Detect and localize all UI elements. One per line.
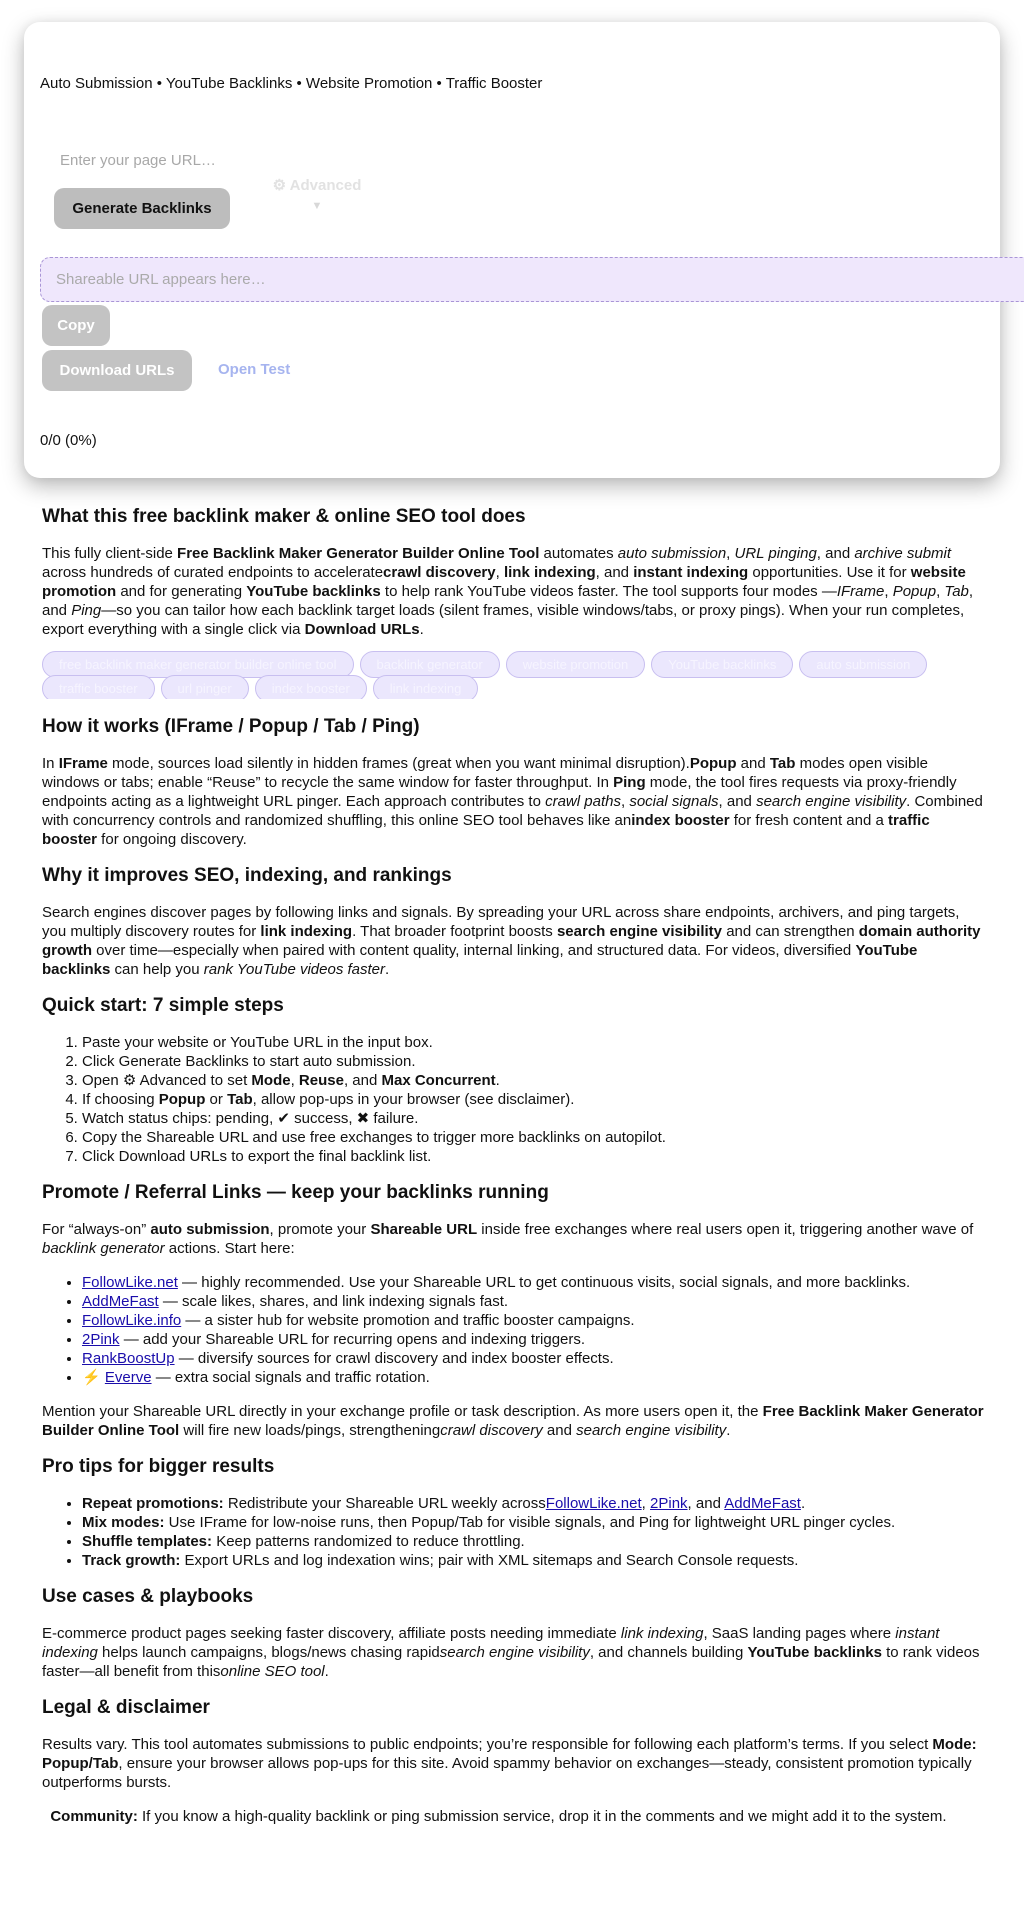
download-urls-button[interactable]: Download URLs (42, 350, 192, 391)
text: opportunities. Use it for (748, 564, 911, 581)
text: Shareable URL (370, 1221, 478, 1238)
text: , (936, 583, 945, 600)
referral-item (82, 1273, 987, 1292)
text: ⚙ Advanced (122, 1072, 211, 1089)
text: Free Backlink Maker Generator Builder Online Tool (177, 545, 540, 562)
text: . (495, 1072, 500, 1089)
text: search engine visibility (756, 793, 907, 810)
promote-outro (42, 1402, 987, 1440)
keyword-chip[interactable]: free backlink maker generator builder online tool (42, 651, 354, 678)
pro-tips-list (42, 1494, 987, 1570)
text: or (205, 1091, 228, 1108)
keyword-chip[interactable]: link indexing (373, 675, 479, 699)
page-url-input[interactable] (40, 140, 980, 180)
text: and (736, 755, 770, 772)
text: — highly recommended. Use your Shareable URL to get continuous visits, social signals, and more backlinks. (177, 1274, 911, 1291)
link-addmefast[interactable]: AddMeFast (82, 1293, 159, 1310)
text: Shareable URL (146, 1129, 253, 1146)
section-title-quick-start: Quick start: 7 simple steps (42, 995, 284, 1016)
text: rank YouTube videos faster (203, 961, 386, 978)
text: over time—especially when paired with content quality, internal linking, and structured data. For videos, diversified (92, 942, 856, 959)
text: Community: (50, 1808, 138, 1825)
text: Max Concurrent (381, 1072, 496, 1089)
text: to help rank YouTube videos faster. The tool supports four modes — (380, 583, 837, 600)
link-addmefast[interactable]: AddMeFast (724, 1495, 801, 1512)
text: URL pinging (734, 545, 817, 562)
keyword-chip[interactable]: auto submission (799, 651, 927, 678)
keyword-chip[interactable]: website promotion (506, 651, 646, 678)
text: Popup (158, 1091, 206, 1108)
tip-item (82, 1551, 987, 1570)
step-item (82, 1128, 987, 1147)
text: Click (82, 1148, 119, 1165)
keyword-chips (42, 651, 967, 699)
text: Tab (227, 1091, 253, 1108)
text: Export URLs and log indexation wins; pair with XML sitemaps and Search Console requests. (180, 1552, 799, 1569)
tool-tagline: Auto Submission • YouTube Backlinks • Website Promotion • Traffic Booster (40, 75, 543, 92)
step-item (82, 1147, 987, 1166)
referral-item (82, 1330, 987, 1349)
text: domain authority growth (42, 923, 981, 959)
text: , (290, 1072, 299, 1089)
referral-item (82, 1311, 987, 1330)
text: — a sister hub for website promotion and traffic booster campaigns. (181, 1312, 635, 1329)
text: YouTube backlinks (246, 583, 381, 600)
tip-item (82, 1532, 987, 1551)
text: Results vary. This tool automates submissions to public endpoints; you’re responsible for following each platform’s terms. If you select (42, 1736, 933, 1753)
text: Download URLs (304, 621, 420, 638)
community-note (42, 1807, 987, 1826)
text: Search engines discover pages by following links and signals. By spreading your URL across share endpoints, archivers, and ping targets, you multiply discovery routes for (42, 904, 960, 940)
text: instant indexing (633, 564, 749, 581)
text: If you know a high-quality backlink or ping submission service, drop it in the comments and we might add it to the system. (137, 1808, 947, 1825)
text: , and channels building (589, 1644, 748, 1661)
advanced-label: ⚙ Advanced (272, 177, 362, 194)
text: , (620, 793, 630, 810)
text: Ping (71, 602, 102, 619)
section-title-promote: Promote / Referral Links — keep your backlinks running (42, 1182, 549, 1203)
section-title-what: What this free backlink maker & online SEO tool does (42, 506, 526, 527)
text: and use free exchanges to trigger more backlinks on autopilot. (252, 1129, 666, 1146)
link-everve[interactable]: Everve (104, 1369, 152, 1386)
text: archive submit (854, 545, 952, 562)
text: , (884, 583, 893, 600)
text: social signals (629, 793, 719, 810)
text: Popup (892, 583, 937, 600)
text: Mode: Popup/Tab (42, 1736, 977, 1772)
text: This fully client-side (42, 545, 178, 562)
text: . That broader footprint boosts (352, 923, 557, 940)
section-what-paragraph (42, 544, 987, 639)
text: , and (595, 564, 634, 581)
text: — diversify sources for crawl discovery and index booster effects. (174, 1350, 614, 1367)
text: to set (210, 1072, 252, 1089)
text: for fresh content and a (729, 812, 889, 829)
text: Shuffle templates: (82, 1533, 213, 1550)
text: Tab (769, 755, 796, 772)
text: modes open visible windows or tabs; enable “Reuse” to recycle the same window for faster throughput. In (42, 755, 929, 791)
text: Reuse (298, 1072, 344, 1089)
advanced-toggle[interactable] (262, 176, 372, 216)
text: search engine visibility (439, 1644, 590, 1661)
text: to start auto submission. (252, 1053, 416, 1070)
text: Generate Backlinks (118, 1053, 253, 1070)
text: , and (42, 583, 974, 619)
text: , ✔ success, ✖ failure. (269, 1110, 419, 1127)
text: to export the final backlink list. (231, 1148, 432, 1165)
text: auto submission (617, 545, 727, 562)
referral-item (82, 1349, 987, 1368)
section-title-legal: Legal & disclaimer (42, 1697, 210, 1718)
text: Download URLs (118, 1148, 232, 1165)
text: Mix modes: (82, 1514, 165, 1531)
text: . (419, 621, 424, 638)
text: Mode (251, 1072, 291, 1089)
copy-button[interactable]: Copy (42, 305, 110, 346)
section-title-pro-tips: Pro tips for bigger results (42, 1456, 275, 1477)
text: and can strengthen (722, 923, 859, 940)
text: to rank videos faster—all benefit from this (42, 1644, 980, 1680)
text: actions. Start here: (164, 1240, 295, 1257)
text: instant indexing (42, 1625, 940, 1661)
text: For “always-on” (42, 1221, 151, 1238)
link-followlike-net[interactable]: FollowLike.net (545, 1495, 642, 1512)
text: IFrame (836, 583, 885, 600)
text: , (495, 564, 504, 581)
text: , promote your (269, 1221, 371, 1238)
backlink-tool-card (24, 22, 1000, 478)
text: link indexing (503, 564, 596, 581)
section-title-why: Why it improves SEO, indexing, and rankings (42, 865, 452, 886)
text: online SEO tool (220, 1663, 325, 1680)
text: mode, sources load silently in hidden frames (great when you want minimal disruption). (107, 755, 690, 772)
text: Popup (689, 755, 737, 772)
link-rankboostup[interactable]: RankBoostUp (82, 1350, 175, 1367)
step-item (82, 1090, 987, 1109)
text: Free Backlink Maker Generator Builder Online Tool (42, 1403, 984, 1439)
tip-item: • Repeat promotions: Redistribute your Shareable URL weekly acrossFollowLike.net, 2Pink, and AddMeFast. (82, 1494, 987, 1513)
text: will fire new loads/pings, strengthening (179, 1422, 441, 1439)
article-content (42, 505, 987, 1841)
text: Repeat promotions: (82, 1495, 224, 1512)
keyword-chip[interactable]: backlink generator (360, 651, 500, 678)
generate-backlinks-button[interactable]: Generate Backlinks (54, 188, 230, 229)
quick-start-steps (42, 1033, 987, 1166)
text: inside free exchanges where real users open it, triggering another wave of (477, 1221, 974, 1238)
text: IFrame (58, 755, 108, 772)
text: Ping (613, 774, 646, 791)
text: If choosing (82, 1091, 159, 1108)
progress-counter: 0/0 (0%) (40, 432, 97, 449)
text: can help you (110, 961, 204, 978)
text: Watch status chips: (82, 1110, 216, 1127)
link-followlike-info[interactable]: FollowLike.info (82, 1312, 182, 1329)
referral-links-list (42, 1273, 987, 1387)
text: Keep patterns randomized to reduce throttling. (212, 1533, 525, 1550)
text: crawl discovery (383, 564, 496, 581)
keyword-chip[interactable]: traffic booster (42, 675, 155, 699)
tip-item (82, 1513, 987, 1532)
link-2pink[interactable]: 2Pink (650, 1495, 688, 1512)
text: YouTube backlinks (42, 942, 918, 978)
promote-intro (42, 1220, 987, 1258)
section-why-paragraph (42, 903, 987, 979)
step-item (82, 1071, 987, 1090)
text: , and (718, 793, 757, 810)
text: for ongoing discovery. (97, 831, 247, 848)
chevron-down-icon: ▼ (311, 200, 323, 212)
text: . (726, 1422, 731, 1439)
text: — scale likes, shares, and link indexing signals fast. (158, 1293, 509, 1310)
text: search engine visibility (556, 923, 723, 940)
text: Copy the (82, 1129, 147, 1146)
text: . Combined with concurrency controls and randomized shuffling, this online SEO tool behaves like an (42, 793, 983, 829)
open-test-link[interactable]: Open Test (218, 361, 291, 378)
text: Track growth: (82, 1552, 181, 1569)
legal-paragraph (42, 1735, 987, 1792)
text: helps launch campaigns, blogs/news chasing rapid (97, 1644, 440, 1661)
section-title-use-cases: Use cases & playbooks (42, 1586, 254, 1607)
step-item (82, 1052, 987, 1071)
shareable-url-field[interactable]: Shareable URL appears here… (40, 257, 1024, 302)
text: Paste your website or YouTube URL in the input box. (82, 1034, 433, 1051)
text: Open (82, 1072, 123, 1089)
text: , and (343, 1072, 382, 1089)
text: —so you can tailor how each backlink target loads (silent frames, visible windows/tabs, or proxy pings). When your run completes, export everything with a single click via (42, 602, 965, 638)
text: website promotion (42, 564, 966, 600)
section-how-paragraph (42, 754, 987, 849)
step-item (82, 1109, 987, 1128)
text: crawl discovery (440, 1422, 543, 1439)
text: . (385, 961, 390, 978)
text: automates (539, 545, 618, 562)
text: , allow pop-ups in your browser (see disclaimer). (252, 1091, 575, 1108)
text: Redistribute your Shareable URL weekly across (223, 1495, 546, 1512)
text: Use IFrame for low-noise runs, then Popup/Tab for visible signals, and Ping for lightweight URL pinger cycles. (164, 1514, 896, 1531)
text: . (324, 1663, 329, 1680)
text: crawl paths (545, 793, 621, 810)
text: link indexing (260, 923, 353, 940)
text: , (726, 545, 735, 562)
link-2pink[interactable]: 2Pink (82, 1331, 120, 1348)
text: index booster (631, 812, 730, 829)
text: and for generating (116, 583, 247, 600)
text: Mention your Shareable URL directly in your exchange profile or task description. As more users open it, the (42, 1403, 763, 1420)
referral-item (82, 1368, 987, 1387)
text: Tab (944, 583, 969, 600)
use-cases-paragraph (42, 1624, 987, 1681)
text: In (42, 755, 59, 772)
text: , ensure your browser allows pop-ups for this site. Avoid spammy behavior on exchanges—steady, consistent promotion typically outperforms bursts. (42, 1755, 972, 1791)
lightning-icon: ⚡ (82, 1369, 105, 1386)
link-followlike-net[interactable]: FollowLike.net (82, 1274, 178, 1291)
text: , and (816, 545, 855, 562)
keyword-chip[interactable]: url pinger (161, 675, 249, 699)
referral-item (82, 1292, 987, 1311)
section-title-how: How it works (IFrame / Popup / Tab / Ping) (42, 716, 420, 737)
text: across hundreds of curated endpoints to accelerate (42, 564, 384, 581)
text: — extra social signals and traffic rotation. (151, 1369, 430, 1386)
text: link indexing (620, 1625, 704, 1642)
text: traffic booster (42, 812, 930, 848)
text: mode, the tool fires requests via proxy-friendly endpoints acting as a lightweight URL pinger. Each approach contributes to (42, 774, 957, 810)
text: auto submission (150, 1221, 270, 1238)
text: search engine visibility (576, 1422, 727, 1439)
text: and (542, 1422, 577, 1439)
text: YouTube backlinks (747, 1644, 882, 1661)
text: , SaaS landing pages where (703, 1625, 896, 1642)
text: backlink generator (42, 1240, 165, 1257)
text: — add your Shareable URL for recurring opens and indexing triggers. (119, 1331, 586, 1348)
text: pending (215, 1110, 270, 1127)
text: E-commerce product pages seeking faster discovery, affiliate posts needing immediate (42, 1625, 621, 1642)
text: Click (82, 1053, 119, 1070)
step-item (82, 1033, 987, 1052)
keyword-chip[interactable]: index booster (255, 675, 367, 699)
keyword-chip[interactable]: YouTube backlinks (651, 651, 793, 678)
